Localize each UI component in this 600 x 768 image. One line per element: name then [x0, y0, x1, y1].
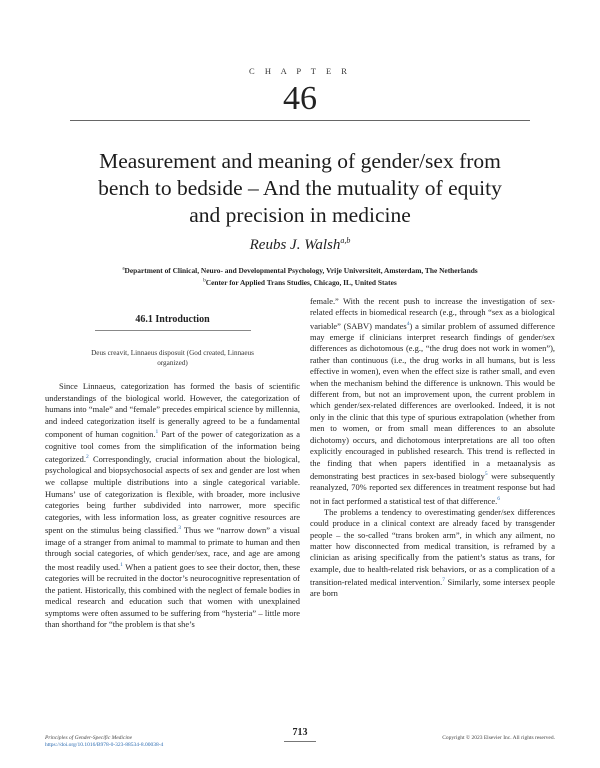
footer-copyright: Copyright © 2023 Elsevier Inc. All rights reserved. — [442, 735, 555, 741]
author-name: Reubs J. Walsh — [249, 237, 341, 253]
left-paragraph-1: Since Linnaeus, categorization has formed the basis of scientific understandings of the biological world. However, the categorization of humans into “male” and “female” precedes empirical science by millennia, and indeed categorization itself is generally agreed to be a fundamental component of human cognition.$^1$ Part of the power of categorization as a cognitive tool comes from the simplification of the information being categorized.$^2$ Correspondingly, crucial information about the biological, psychological and biopsychosocial aspects of sex and gender are lost when we collapse multiple distributions into a single categorical variable. Humans’ use of categorization is flexible, with broader, more inclusive categories being further subdivided into narrower, more specific categories, with less information loss, as greater cognitive resources are spent on the stimulus being classified.$^3$ Thus we “narrow down” a visual image of a stranger from animal to mammal to primate to human and then through social categories, of which gender/sex, race, and age are among the most readily used.$^1$ When a patient goes to see their doctor, then, these categories will be recruited in the doctor’s neurocognitive representation of the patient. Historically, this combined with the neglect of female bodies in medical research and education such that women with unexplained symptoms were often assumed to be suffering from “hysteria” – little more than shorthand for “the problem is that she’s — [45, 381, 301, 630]
chapter-title — [40, 148, 560, 229]
affiliation-a-mark: a — [122, 266, 125, 272]
citation-link[interactable]: 6 — [497, 495, 501, 502]
epigraph-line-1: Deus creavit, Linnaeus disposuit (God created, Linnaeus — [91, 349, 254, 357]
affiliation-a-text: Department of Clinical, Neuro- and Developmental Psychology, Vrije Universiteit, Amsterdam, The Netherlands — [124, 266, 478, 275]
footer-doi-link[interactable]: https://doi.org/10.1016/B978-0-323-88534-8.00038-4 — [45, 742, 164, 748]
chapter-title-line-3: and precision in medicine — [189, 203, 411, 227]
right-paragraph-1: female.” With the recent push to increase the investigation of sex-related effects in biomedical research (e.g., through “sex as a biological variable” (SABV) mandates$^4$) a similar problem of assumed difference may emerge if clinicians interpret research findings of gender/sex differences as dichotomous (e.g., “the drug does not work in women”), rather than continuous (i.e., the drug works in all humans, but is less effective in women), even when the effect size is rather small, and even when the mechanism behind the difference is unknown. This would be different from, but not an improvement upon, the current problem in which gender/sex-related differences are overlooked. Indeed, it is not only in the clinic that this type of spurious extrapolation (whether from men to women, or from small mean differences to an absolute dichotomy) occurs, and dichotomous interpretations are all too often explicitly encouraged in published research. This trend is reflected in the finding that when papers identified in a metaanalysis as demonstrating best practices in sex-based biology$^5$ were subsequently reanalyzed, 70% reported sex differences in treatment response but had not in fact performed a statistical test of that difference.$^6$ — [310, 296, 556, 506]
left-column-body — [45, 381, 300, 631]
citation-link[interactable]: 2 — [86, 454, 89, 461]
right-paragraph-2: The problems a tendency to overestimating gender/sex differences could produce in a clinical context are already faced by transgender people – the so-called “trans broken arm”, in which any ailment, no matter how disconnected from medical transition, is reframed by a clinician as arising specifically from the patient’s status as trans, for example, due to health-related risk behaviors, or as a complication of a transition-related medical intervention.$^7$ Similarly, some intersex people are born — [310, 506, 555, 599]
section-heading-underline — [95, 330, 251, 331]
citation-link[interactable]: 1 — [155, 429, 159, 436]
footer-book-title: Principles of Gender-Specific Medicine — [45, 735, 133, 741]
citation-link[interactable]: 7 — [442, 577, 445, 584]
epigraph — [45, 349, 300, 368]
chapter-title-line-1: Measurement and meaning of gender/sex from — [99, 149, 501, 173]
section-heading: 46.1 Introduction — [135, 314, 210, 325]
page-number-underline — [284, 741, 316, 742]
citation-link[interactable]: 1 — [120, 561, 123, 568]
affiliation-a — [0, 266, 600, 275]
author-affiliation-marks: a,b — [340, 236, 351, 245]
chapter-title-line-2: bench to bedside – And the mutuality of equity — [98, 176, 502, 200]
affiliation-b-text: Center for Applied Trans Studies, Chicago, IL, United States — [205, 278, 397, 287]
author-line — [0, 236, 600, 254]
chapter-label: C H A P T E R — [249, 66, 351, 76]
epigraph-line-2: organized) — [157, 358, 188, 367]
citation-link[interactable]: 3 — [178, 525, 181, 532]
affiliation-b-mark: b — [203, 278, 206, 284]
right-column-body — [310, 296, 555, 600]
citation-link[interactable]: 4 — [406, 320, 410, 327]
affiliation-b — [0, 278, 600, 287]
header-divider — [70, 120, 530, 121]
chapter-number: 46 — [283, 80, 317, 117]
page-number: 713 — [292, 727, 308, 738]
citation-link[interactable]: 5 — [484, 470, 488, 477]
